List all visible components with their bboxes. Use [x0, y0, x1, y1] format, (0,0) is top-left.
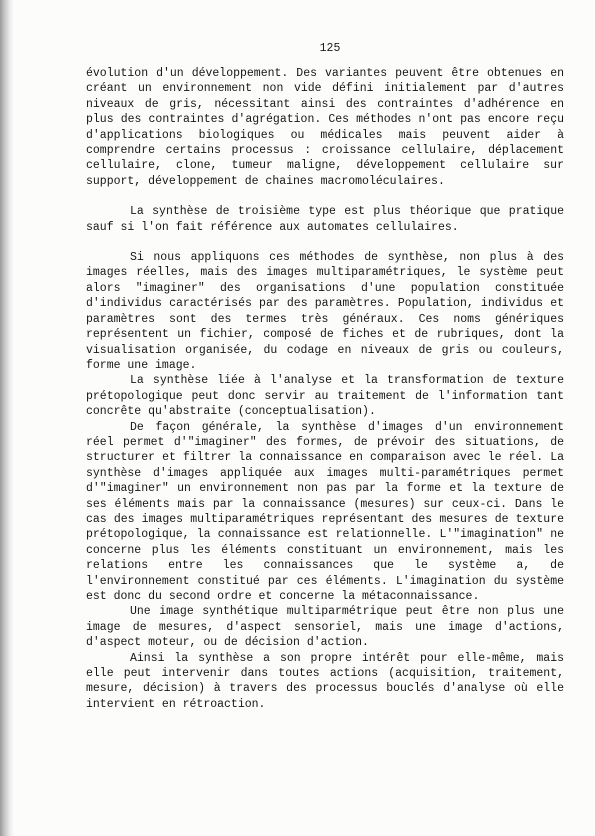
paragraph-third-type: La synthèse de troisième type est plus théorique que pratique sauf si l'on fait référence aux automates cellulaires. — [86, 205, 564, 234]
page-number: 125 — [319, 42, 341, 55]
paragraph-conclusion: Ainsi la synthèse a son propre intérêt pour elle-même, mais elle peut intervenir dans toutes actions (acquisition, traitement, mesure, décision) à travers des processus bouclés d'analyse où elle intervient en rétroaction. — [86, 651, 564, 711]
body-text — [86, 66, 564, 712]
paragraph-pretopological-texture: La synthèse liée à l'analyse et la transformation de texture prétopologique peut donc servir au traitement de l'information tant concrête qu'abstraite (conceptualisation). — [86, 374, 564, 419]
paragraph-continuation: évolution d'un développement. Des variantes peuvent être obtenues en créant un environnement non vide défini initialement par d'autres niveaux de gris, nécessitant ainsi des contraintes d'adhérence en plus des contraintes d'agrégation. Ces méthodes n'ont pas encore reçu d'applications biologiques ou médicales mais peuvent aider à comprendre certains processus : croissance cellulaire, déplacement cellulaire, clone, tumeur maligne, développement cellulaire sur support, développement de chaines macromoléculaires. — [86, 67, 564, 188]
paragraph-general-synthesis: De façon générale, la synthèse d'images d'un environnement réel permet d'"imaginer" des formes, de prévoir des situations, de structurer et filtrer la connaissance en comparaison avec le réel. La synthèse d'images appliquée aux images multi-paramétriques permet d'"imaginer" un environnement non pas par la forme et la texture de ses éléments mais par la connaissance (mesures) sur ceux-ci. Dans le cas des images multiparamétriques représentant des mesures de texture prétopologique, la connaissance est relationnelle. L'"imagination" ne concerne plus les éléments constituant un environnement, mais les relations entre les connaissances que le système a, de l'environnement constitué par ces éléments. L'imagination du système est donc du second ordre et concerne la métaconnaissance. — [86, 420, 564, 603]
paragraph-synthetic-image: Une image synthétique multiparmétrique peut être non plus une image de mesures, d'aspect sensoriel, mais une image d'actions, d'aspect moteur, ou de décision d'action. — [86, 605, 564, 650]
paragraph-multiparametric-images: Si nous appliquons ces méthodes de synthèse, non plus à des images réelles, mais des images multiparamétriques, le système peut alors "imaginer" des organisations d'une population constituée d'individus caractérisés par des paramètres. Population, individus et paramètres sont des termes très généraux. Ces noms génériques représentent un fichier, composé de fiches et de rubriques, dont la visualisation organisée, du codage en niveaux de gris ou couleurs, forme une image. — [86, 251, 564, 372]
scan-shadow-edge — [0, 0, 14, 836]
